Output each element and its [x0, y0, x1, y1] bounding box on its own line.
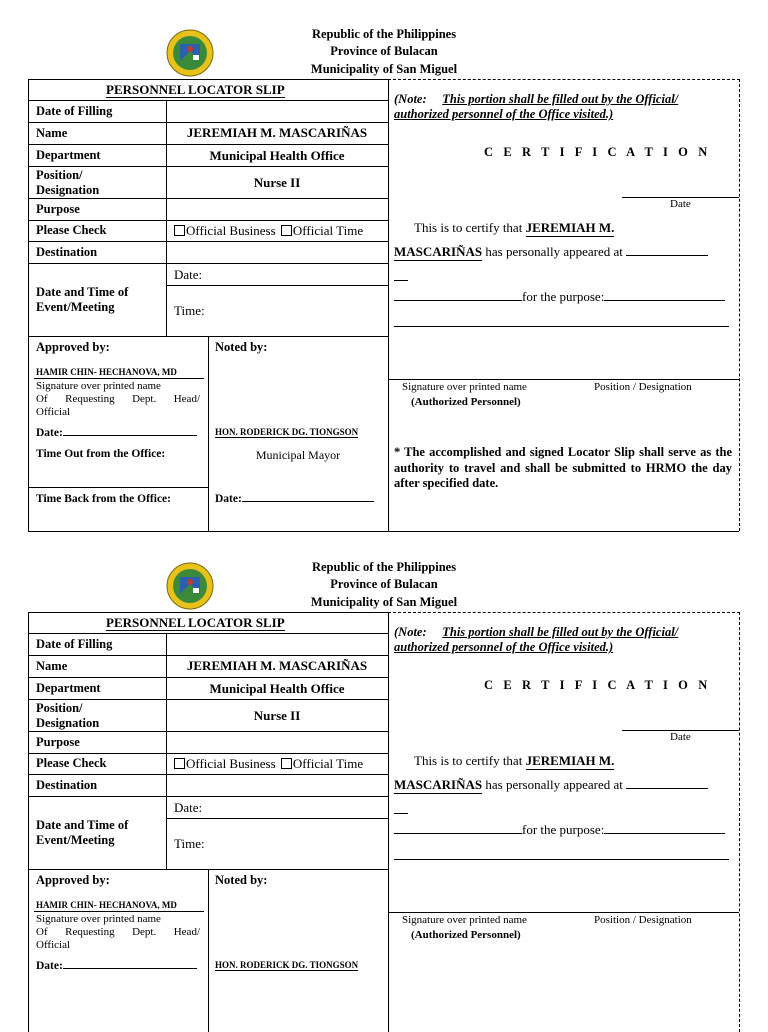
note-prefix: (Note:	[394, 92, 427, 106]
position-label-line2: Designation	[36, 716, 100, 730]
header-line-province: Province of Bulacan	[330, 577, 438, 591]
header-line-municipality: Municipality of San Miguel	[310, 62, 458, 76]
official-business-checkbox[interactable]	[174, 225, 185, 236]
header-line-republic: Republic of the Philippines	[311, 27, 457, 41]
certification-title: C E R T I F I C A T I O N	[484, 145, 711, 159]
certify-name-part1: JEREMIAH M.	[525, 220, 615, 235]
approver-date-label: Date:	[36, 427, 63, 439]
header-line-province: Province of Bulacan	[330, 44, 438, 58]
note-line2: authorized personnel of the Office visited.)	[394, 107, 614, 121]
event-date-label: Date:	[174, 800, 203, 815]
footnote: * The accomplished and signed Locator Slip shall serve as the authority to travel and shall be submitted to HRMO the day after specified date.	[394, 445, 732, 490]
authorized-caption: (Authorized Personnel)	[411, 396, 521, 408]
position-value: Nurse II	[253, 708, 301, 723]
please-check-label: Please Check	[36, 223, 107, 237]
destination-field[interactable]	[167, 775, 388, 796]
official-business-checkbox[interactable]	[174, 758, 185, 769]
cert-sig-caption: Signature over printed name	[402, 914, 527, 926]
department-label: Department	[36, 681, 101, 695]
date-of-filling-field[interactable]	[167, 101, 388, 122]
purpose-field[interactable]	[167, 732, 388, 752]
purpose-label: Purpose	[36, 202, 80, 216]
approver-sig-caption-2: Of Requesting Dept. Head/	[36, 393, 200, 405]
date-of-filling-label: Date of Filling	[36, 637, 113, 651]
official-time-label: Official Time	[292, 756, 364, 771]
note-prefix: (Note:	[394, 625, 427, 639]
destination-field[interactable]	[167, 242, 388, 263]
form-title: PERSONNEL LOCATOR SLIP	[106, 82, 285, 97]
approved-by-label: Approved by:	[36, 340, 110, 354]
certify-name-part2: MASCARIÑAS	[394, 244, 483, 259]
locator-slip-1	[0, 0, 768, 505]
noter-name: HON. RODERICK DG. TIONGSON	[215, 960, 359, 970]
time-out-label: Time Out from the Office:	[36, 448, 166, 460]
certify-prefix: This is to certify that	[414, 753, 523, 768]
destination-label: Destination	[36, 778, 98, 792]
purpose-text: for the purpose:	[522, 822, 605, 837]
time-back-label: Time Back from the Office:	[36, 493, 171, 505]
cert-date-caption: Date	[670, 731, 691, 743]
note-line2: authorized personnel of the Office visited.)	[394, 640, 614, 654]
datetime-label-line1: Date and Time of	[36, 818, 129, 832]
official-business-label: Official Business	[186, 756, 276, 771]
purpose-label: Purpose	[36, 735, 80, 749]
cert-sig-caption: Signature over printed name	[402, 381, 527, 393]
department-label: Department	[36, 148, 101, 162]
locator-slip-2	[0, 533, 768, 1028]
position-label-line1: Position/	[36, 701, 83, 715]
approver-sig-caption-3: Official	[36, 406, 71, 418]
name-label: Name	[36, 659, 68, 673]
noted-by-label: Noted by:	[215, 873, 268, 887]
certify-name-part1: JEREMIAH M.	[525, 753, 615, 768]
approver-sig-caption-3: Official	[36, 939, 71, 951]
please-check-label: Please Check	[36, 756, 107, 770]
approver-sig-caption-2: Of Requesting Dept. Head/	[36, 926, 200, 938]
datetime-label-line1: Date and Time of	[36, 285, 129, 299]
approver-sig-caption: Signature over printed name	[36, 380, 161, 392]
noted-by-label: Noted by:	[215, 340, 268, 354]
certification-title: C E R T I F I C A T I O N	[484, 678, 711, 692]
certify-name-part2: MASCARIÑAS	[394, 777, 483, 792]
note-line1: This portion shall be filled out by the Official/	[442, 92, 679, 106]
noter-title: Municipal Mayor	[255, 448, 341, 462]
datetime-label-line2: Event/Meeting	[36, 833, 115, 847]
cert-date-caption: Date	[670, 198, 691, 210]
position-value: Nurse II	[253, 175, 301, 190]
header-line-municipality: Municipality of San Miguel	[310, 595, 458, 609]
official-time-label: Official Time	[292, 223, 364, 238]
position-label-line2: Designation	[36, 183, 100, 197]
form-title: PERSONNEL LOCATOR SLIP	[106, 615, 285, 630]
purpose-text: for the purpose:	[522, 289, 605, 304]
name-label: Name	[36, 126, 68, 140]
noter-name: HON. RODERICK DG. TIONGSON	[215, 427, 359, 437]
appeared-text: has personally appeared at	[485, 244, 623, 259]
official-time-checkbox[interactable]	[281, 225, 292, 236]
certify-prefix: This is to certify that	[414, 220, 523, 235]
approver-sig-caption: Signature over printed name	[36, 913, 161, 925]
event-time-label: Time:	[174, 303, 205, 318]
authorized-caption: (Authorized Personnel)	[411, 929, 521, 941]
department-value: Municipal Health Office	[209, 148, 345, 163]
department-value: Municipal Health Office	[209, 681, 345, 696]
destination-label: Destination	[36, 245, 98, 259]
official-business-label: Official Business	[186, 223, 276, 238]
cert-position-caption: Position / Designation	[594, 914, 692, 926]
date-of-filling-field[interactable]	[167, 634, 388, 655]
purpose-field[interactable]	[167, 199, 388, 219]
date-of-filling-label: Date of Filling	[36, 104, 113, 118]
appeared-text: has personally appeared at	[485, 777, 623, 792]
event-time-label: Time:	[174, 836, 205, 851]
approver-name: HAMIR CHIN- HECHANOVA, MD	[36, 900, 177, 910]
header-line-republic: Republic of the Philippines	[311, 560, 457, 574]
cert-position-caption: Position / Designation	[594, 381, 692, 393]
approver-name: HAMIR CHIN- HECHANOVA, MD	[36, 367, 177, 377]
datetime-label-line2: Event/Meeting	[36, 300, 115, 314]
noter-date-label: Date:	[215, 493, 242, 505]
note-line1: This portion shall be filled out by the Official/	[442, 625, 679, 639]
name-value: JEREMIAH M. MASCARIÑAS	[186, 125, 368, 140]
event-date-label: Date:	[174, 267, 203, 282]
name-value: JEREMIAH M. MASCARIÑAS	[186, 658, 368, 673]
official-time-checkbox[interactable]	[281, 758, 292, 769]
approved-by-label: Approved by:	[36, 873, 110, 887]
position-label-line1: Position/	[36, 168, 83, 182]
approver-date-label: Date:	[36, 960, 63, 972]
